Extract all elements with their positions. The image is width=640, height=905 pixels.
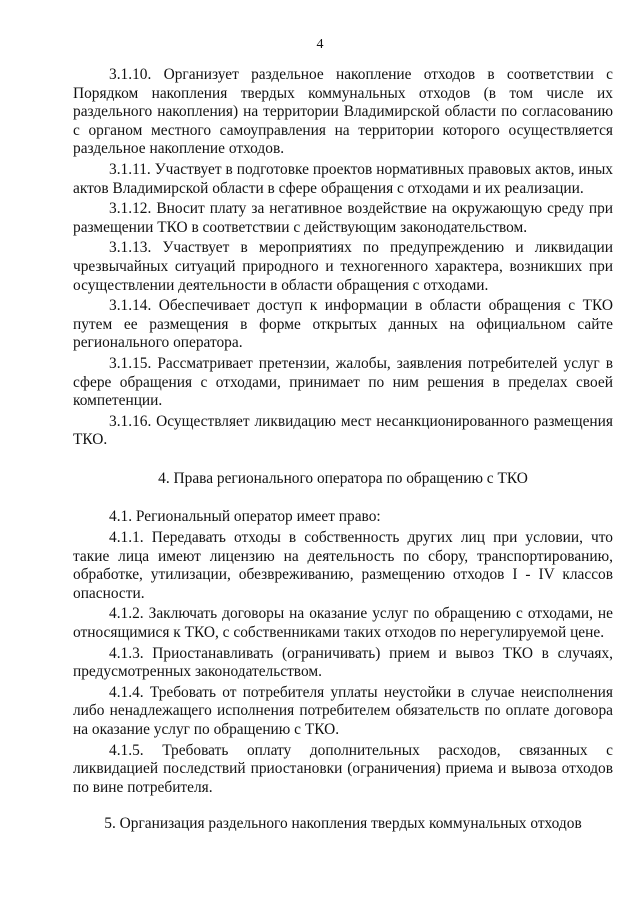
clause-4-1-1: 4.1.1. Передавать отходы в собственность других лиц при условии, что такие лица имеют лицензию на деятельность по сбору, транспортированию, обработке, утилизации, обезвреживанию, размещению отходов I - IV классов опасности. bbox=[73, 529, 613, 602]
clause-4-1-4: 4.1.4. Требовать от потребителя уплаты неустойки в случае неисполнения либо ненадлежащего исполнения потребителем обязательств по оплате договора на оказание услуг по обращению с ТКО. bbox=[73, 683, 613, 738]
page-number: 4 bbox=[316, 37, 324, 52]
clause-4-1-2: 4.1.2. Заключать договоры на оказание услуг по обращению с отходами, не относящимися к ТКО, с собственниками таких отходов по нерегулируемой цене. bbox=[73, 605, 613, 642]
document-body bbox=[73, 66, 613, 854]
clause-3-1-16: 3.1.16. Осуществляет ликвидацию мест несанкционированного размещения ТКО. bbox=[73, 412, 613, 449]
clause-3-1-11: 3.1.11. Участвует в подготовке проектов нормативных правовых актов, иных актов Владимирской области в сфере обращения с отходами и их реализации. bbox=[73, 160, 613, 197]
section-4-heading: 4. Права регионального оператора по обращению с ТКО bbox=[158, 469, 528, 487]
clause-3-1-15: 3.1.15. Рассматривает претензии, жалобы, заявления потребителей услуг в сфере обращения с отходами, принимает по ним решения в пределах своей компетенции. bbox=[73, 354, 613, 410]
clause-4-1-5: 4.1.5. Требовать оплату дополнительных расходов, связанных с ликвидацией последствий приостановки (ограничения) приема и вывоза отходов по вине потребителя. bbox=[73, 741, 613, 796]
clause-3-1-13: 3.1.13. Участвует в мероприятиях по предупреждению и ликвидации чрезвычайных ситуаций природного и техногенного характера, возникших при осуществлении деятельности в области обращения с отходами. bbox=[73, 239, 613, 294]
clause-4-1-3: 4.1.3. Приостанавливать (ограничивать) прием и вывоз ТКО в случаях, предусмотренных законодательством. bbox=[73, 644, 613, 681]
clause-3-1-14: 3.1.14. Обеспечивает доступ к информации в области обращения с ТКО путем ее размещения в форме открытых данных на официальном сайте регионального оператора. bbox=[73, 297, 613, 352]
clause-3-1-10: 3.1.10. Организует раздельное накопление отходов в соответствии с Порядком накопления твердых коммунальных отходов (в том числе их раздельного накопления) на территории Владимирской области по согласованию с органом местного самоуправления на территории которого осуществляется раздельное накопление отходов. bbox=[73, 66, 613, 158]
section-5-heading: 5. Организация раздельного накопления твердых коммунальных отходов bbox=[104, 815, 582, 833]
clause-3-1-12: 3.1.12. Вносит плату за негативное воздействие на окружающую среду при размещении ТКО в соответствии с действующим законодательством. bbox=[73, 200, 613, 236]
clause-4-1: 4.1. Региональный оператор имеет право: bbox=[109, 508, 381, 526]
